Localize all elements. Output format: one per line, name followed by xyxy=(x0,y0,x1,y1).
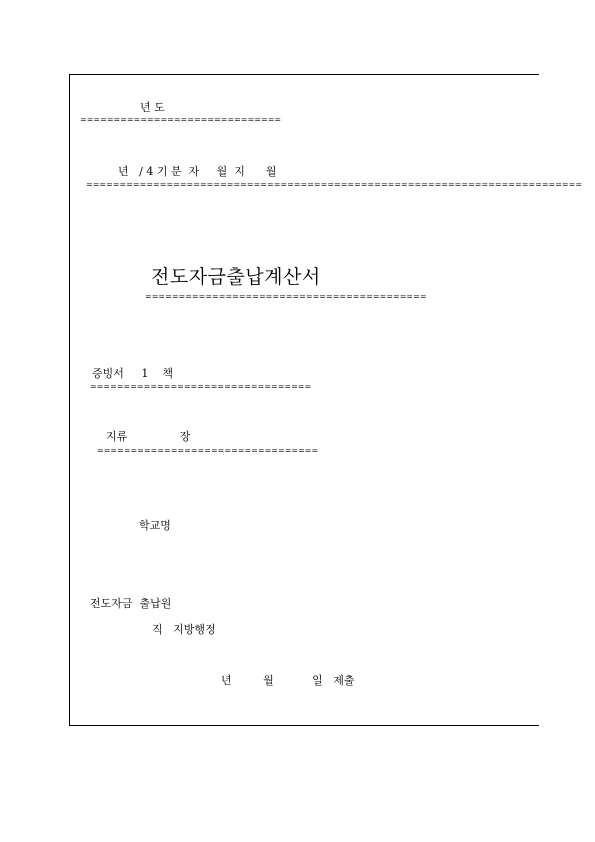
paper-count-rule: ================================= xyxy=(97,446,319,455)
evidence-book-rule: ================================= xyxy=(90,382,312,391)
school-name-label: 학교명 xyxy=(139,519,171,532)
title-rule: ========================================== xyxy=(145,292,427,301)
paper-count-label: 지류 장 xyxy=(106,430,191,443)
evidence-book-label: 증빙서 1 책 xyxy=(92,367,173,380)
cashier-label: 전도자금 출납원 xyxy=(90,597,172,610)
period-line-rule: ========================================================================== xyxy=(86,180,583,189)
period-line-label: 년 / 4 기 분 자 월 지 월 xyxy=(118,165,277,178)
document-title: 전도자금출납계산서 xyxy=(151,266,321,288)
submission-date-label: 년 월 일 제출 xyxy=(221,674,355,687)
fiscal-year-rule: ============================== xyxy=(80,115,282,124)
fiscal-year-label: 년 도 xyxy=(140,101,165,114)
office-label: 직 지방행정 xyxy=(152,623,216,636)
